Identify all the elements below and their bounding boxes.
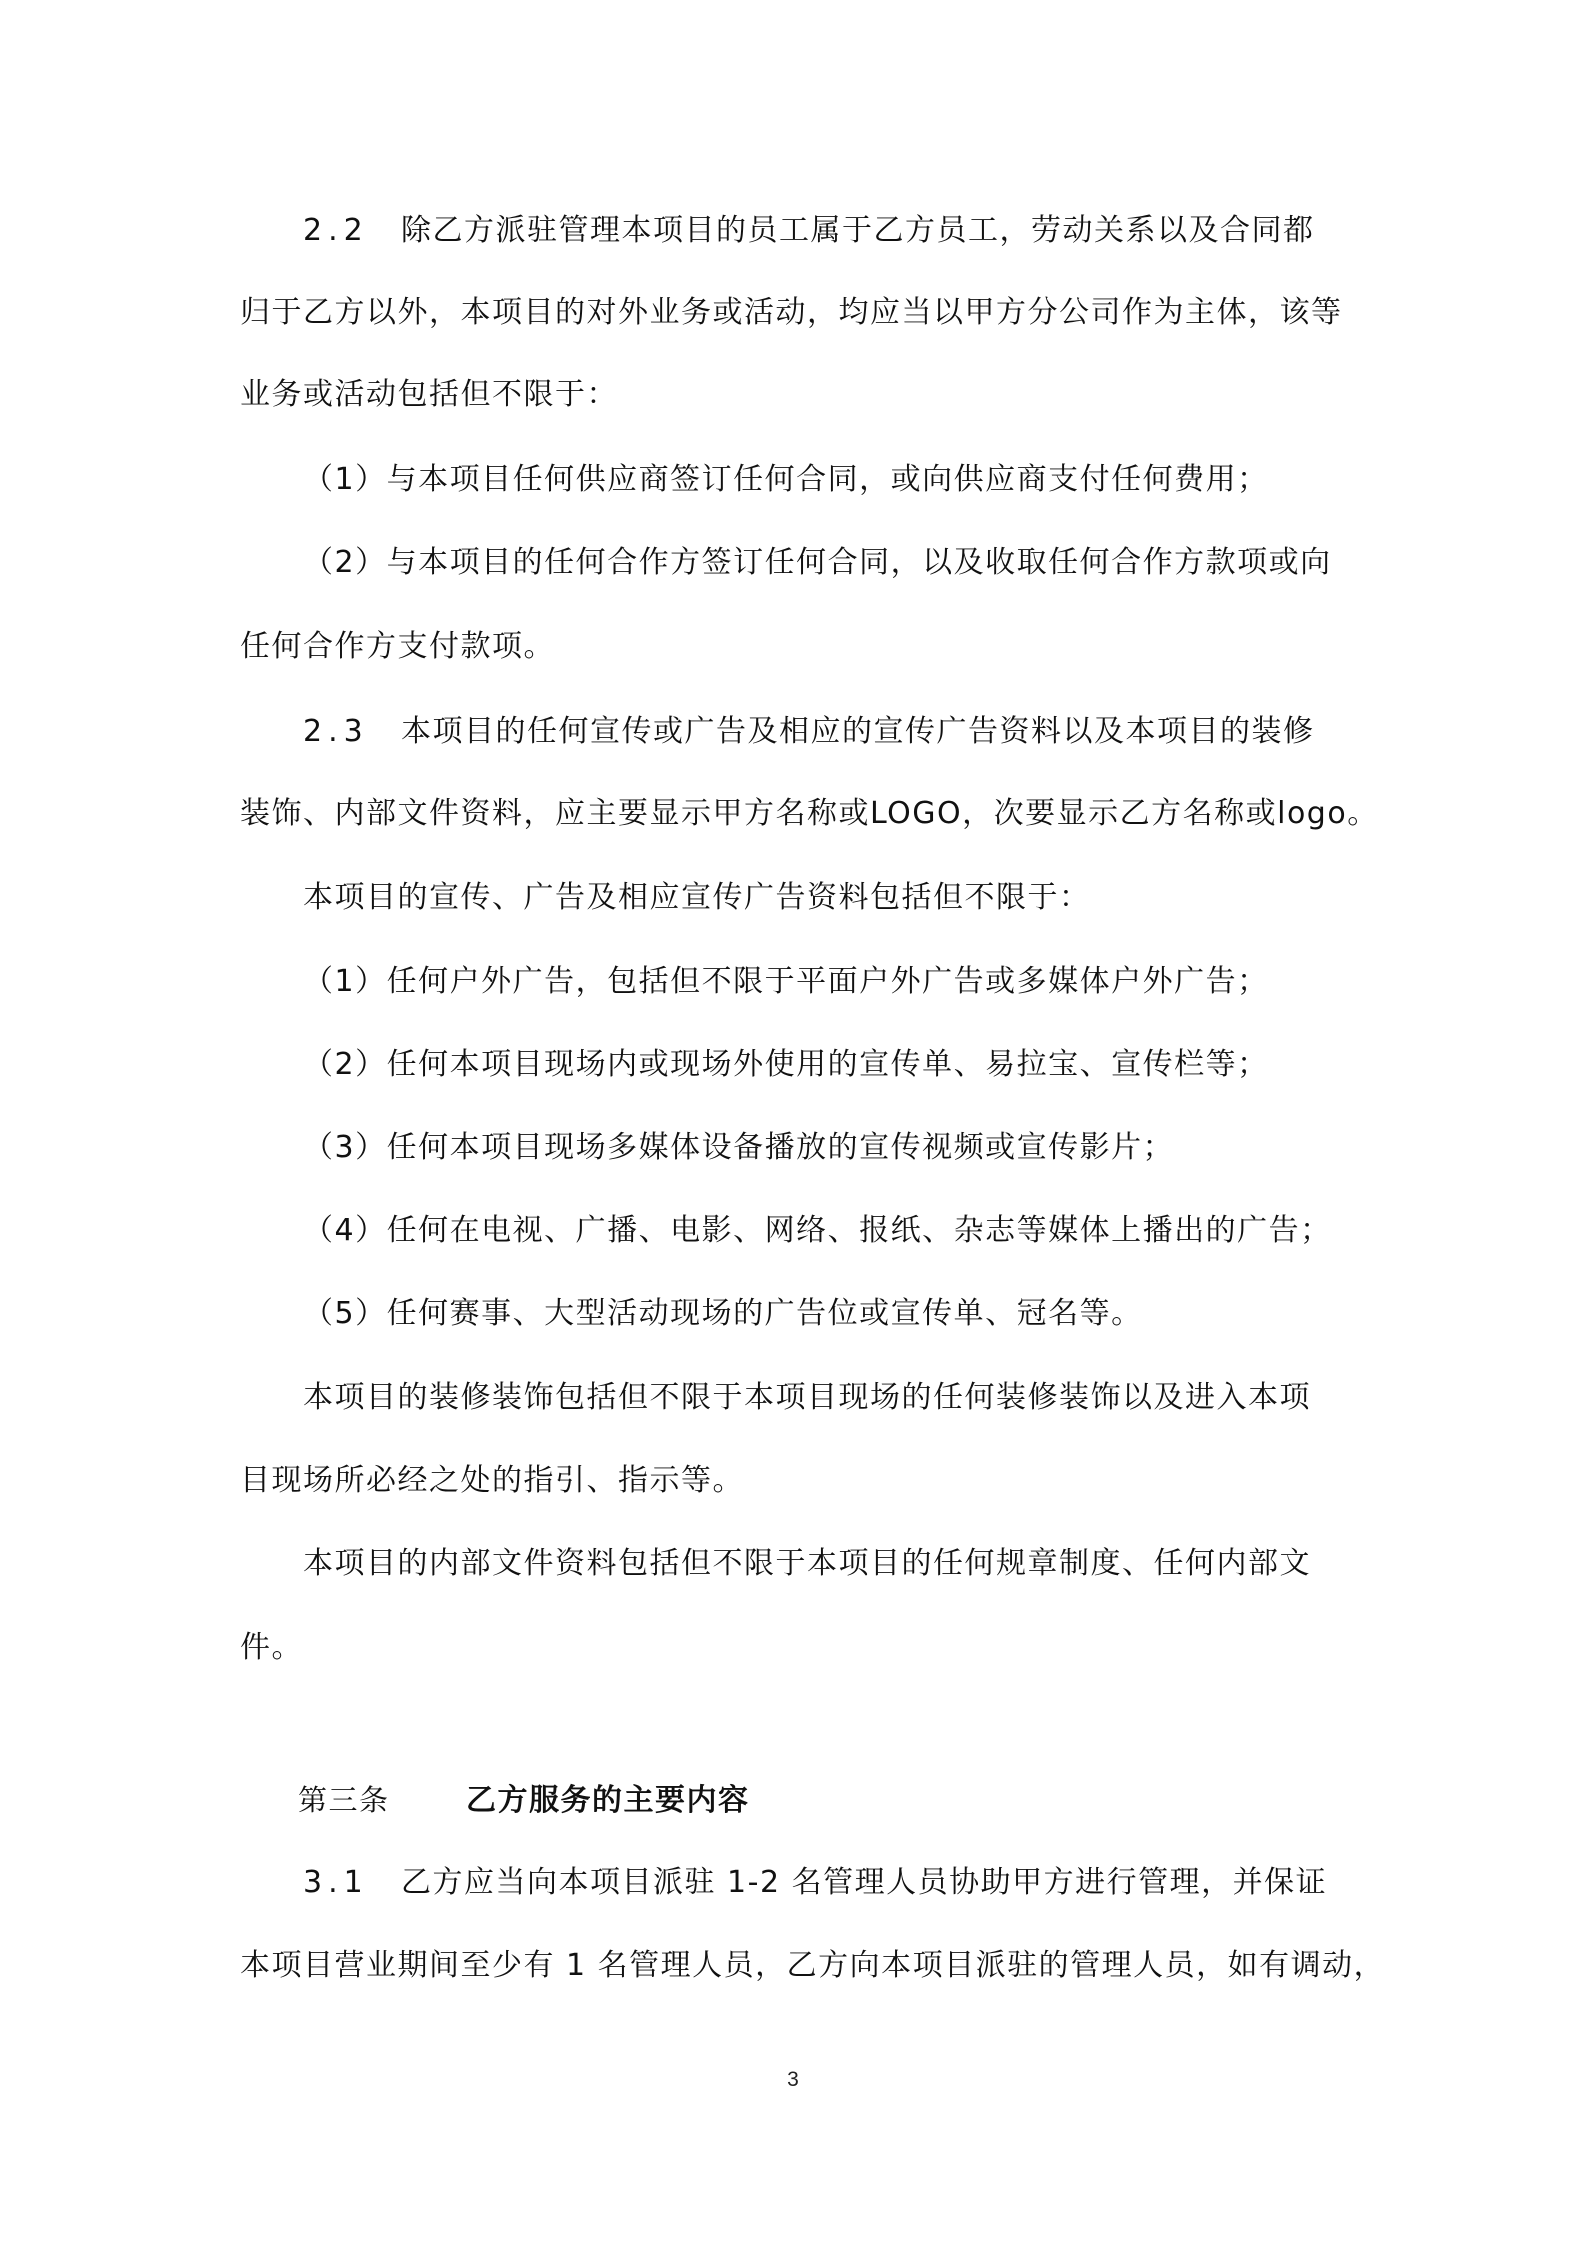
section-title: 乙方服务的主要内容 xyxy=(466,1783,750,1818)
list-item xyxy=(303,1126,1423,1170)
paragraph-line xyxy=(303,876,1423,920)
paragraph-line xyxy=(240,625,1360,669)
line-text: 装饰、内部文件资料，应主要显示甲方名称或LOGO，次要显示乙方名称或logo。 xyxy=(240,796,1379,831)
line-text: 本项目营业期间至少有 1 名管理人员，乙方向本项目派驻的管理人员，如有调动， xyxy=(240,1948,1386,1983)
line-text: 目现场所必经之处的指引、指示等。 xyxy=(240,1463,744,1498)
page-number: 3 xyxy=(787,2068,799,2091)
paragraph-line xyxy=(240,792,1379,836)
section-label: 第三条 xyxy=(298,1783,390,1817)
line-text: （2）与本项目的任何合作方签订任何合同，以及收取任何合作方款项或向 xyxy=(303,545,1332,580)
line-text: （1）任何户外广告，包括但不限于平面户外广告或多媒体户外广告； xyxy=(303,964,1269,999)
paragraph-line xyxy=(303,710,1423,754)
line-text: 本项目的任何宣传或广告及相应的宣传广告资料以及本项目的装修 xyxy=(401,714,1315,749)
paragraph-line xyxy=(240,1944,1386,1988)
list-item xyxy=(303,541,1423,585)
line-text: 本项目的内部文件资料包括但不限于本项目的任何规章制度、任何内部文 xyxy=(303,1546,1311,1581)
line-text: 除乙方派驻管理本项目的员工属于乙方员工，劳动关系以及合同都 xyxy=(401,213,1315,248)
list-item xyxy=(303,1209,1423,1253)
list-item xyxy=(303,1043,1423,1087)
paragraph-line xyxy=(303,1861,1423,1905)
list-item xyxy=(303,960,1423,1004)
paragraph-line xyxy=(240,291,1360,335)
line-text: 乙方应当向本项目派驻 1-2 名管理人员协助甲方进行管理，并保证 xyxy=(401,1865,1328,1900)
line-text: 业务或活动包括但不限于： xyxy=(240,377,618,412)
paragraph-line xyxy=(303,1542,1423,1586)
line-text: 归于乙方以外，本项目的对外业务或活动，均应当以甲方分公司作为主体，该等 xyxy=(240,295,1343,330)
paragraph-line xyxy=(303,209,1423,253)
paragraph-line xyxy=(240,1459,1360,1503)
paragraph-line xyxy=(303,1376,1423,1420)
clause-number: 2.2 xyxy=(303,213,369,248)
line-text: （3）任何本项目现场多媒体设备播放的宣传视频或宣传影片； xyxy=(303,1130,1175,1165)
line-text: （5）任何赛事、大型活动现场的广告位或宣传单、冠名等。 xyxy=(303,1296,1143,1331)
line-text: （1）与本项目任何供应商签订任何合同，或向供应商支付任何费用； xyxy=(303,462,1269,497)
line-text: 本项目的宣传、广告及相应宣传广告资料包括但不限于： xyxy=(303,880,1091,915)
line-text: 任何合作方支付款项。 xyxy=(240,629,555,664)
section-heading xyxy=(298,1778,1418,1822)
list-item xyxy=(303,1292,1423,1336)
clause-number: 2.3 xyxy=(303,714,369,749)
paragraph-line xyxy=(240,1626,1360,1670)
line-text: 件。 xyxy=(240,1630,303,1665)
clause-number: 3.1 xyxy=(303,1865,369,1900)
line-text: （4）任何在电视、广播、电影、网络、报纸、杂志等媒体上播出的广告； xyxy=(303,1213,1332,1248)
list-item xyxy=(303,458,1423,502)
line-text: （2）任何本项目现场内或现场外使用的宣传单、易拉宝、宣传栏等； xyxy=(303,1047,1269,1082)
paragraph-line xyxy=(240,373,1360,417)
line-text: 本项目的装修装饰包括但不限于本项目现场的任何装修装饰以及进入本项 xyxy=(303,1380,1311,1415)
